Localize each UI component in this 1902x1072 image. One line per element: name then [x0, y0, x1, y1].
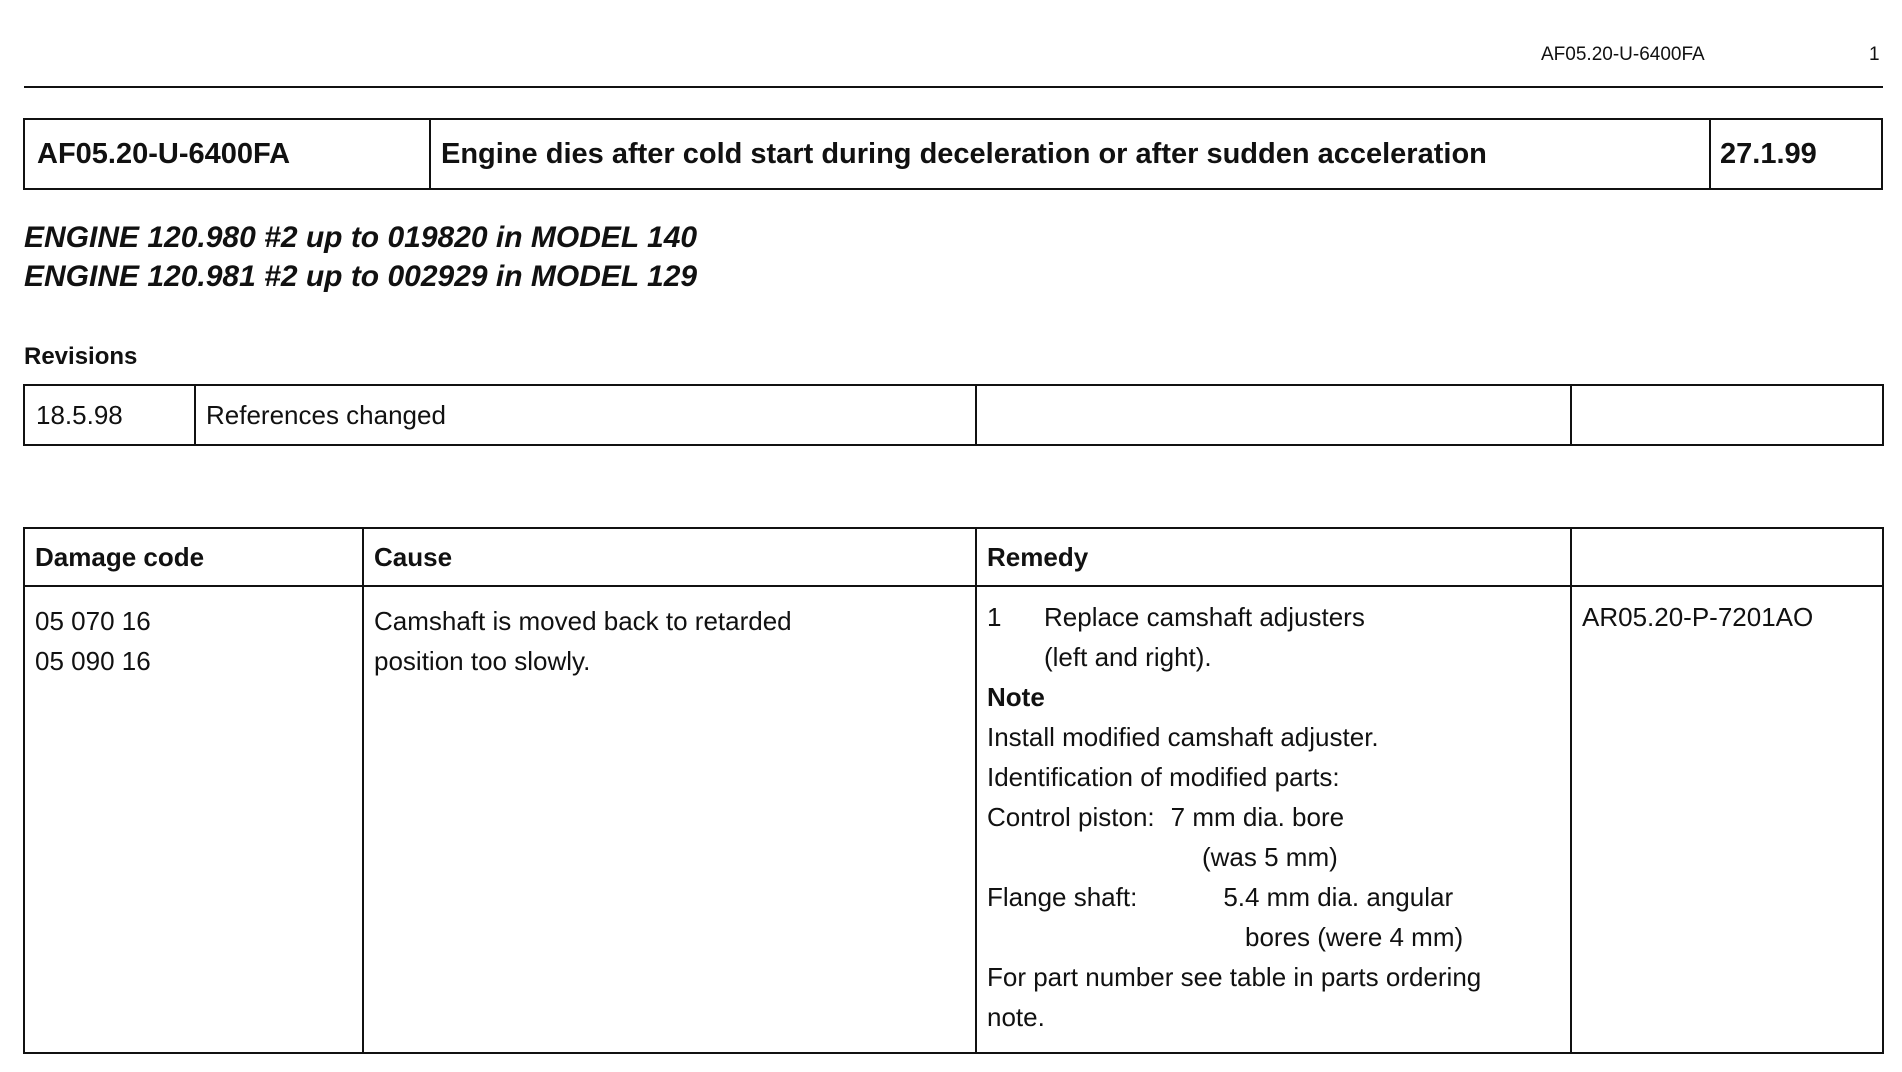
damage-code: 05 070 16: [35, 606, 151, 636]
note-label: Note: [987, 682, 1045, 712]
revision-date: 18.5.98: [25, 386, 196, 444]
footer-line: note.: [987, 1002, 1045, 1032]
revisions-table: [23, 384, 1884, 446]
spec-label: Control piston:: [987, 802, 1155, 832]
remedy-header: Remedy: [977, 529, 1570, 587]
cause-line: position too slowly.: [374, 646, 591, 676]
revision-cell-empty: [1572, 386, 1882, 444]
damage-code-header: Damage code: [25, 529, 362, 587]
revisions-heading: Revisions: [24, 343, 138, 370]
damage-code: 05 090 16: [35, 646, 151, 676]
reference-link[interactable]: AR05.20-P-7201AO: [1582, 602, 1814, 632]
spec-value: 7 mm dia. bore: [1170, 802, 1345, 832]
header-doc-id: AF05.20-U-6400FA: [1541, 44, 1705, 65]
step-number: 1: [987, 602, 1002, 632]
document-date: 27.1.99: [1720, 137, 1817, 170]
engine-line: ENGINE 120.980 #2 up to 019820 in MODEL 140: [24, 221, 698, 254]
document-code: AF05.20-U-6400FA: [25, 120, 431, 188]
revision-cell-empty: [977, 386, 1572, 444]
cause-header: Cause: [364, 529, 975, 587]
cause-line: Camshaft is moved back to retarded: [374, 606, 792, 636]
engine-line: ENGINE 120.981 #2 up to 002929 in MODEL 129: [24, 260, 698, 293]
step-line: Replace camshaft adjusters: [1044, 602, 1365, 632]
title-box: [23, 118, 1883, 190]
spec-value-cont: bores (were 4 mm): [1245, 922, 1464, 952]
remedy-step: [987, 597, 1560, 677]
reference-header: [1572, 529, 1882, 587]
reference-column: [1572, 529, 1882, 1052]
document-title: Engine dies after cold start during deceleration or after sudden acceleration: [431, 120, 1711, 188]
engine-applicability: [24, 218, 697, 296]
remedy-column: [977, 529, 1572, 1052]
flange-shaft-spec: [987, 877, 1560, 917]
header-rule: [24, 86, 1883, 88]
step-line: (left and right).: [1044, 642, 1212, 672]
spec-value-cont: (was 5 mm): [1202, 842, 1338, 872]
note-line: Identification of modified parts:: [987, 762, 1340, 792]
damage-table: [23, 527, 1884, 1054]
spec-value: 5.4 mm dia. angular: [1223, 882, 1454, 912]
damage-code-column: [25, 529, 364, 1052]
page-number: 1: [1869, 44, 1880, 65]
footer-line: For part number see table in parts ordering: [987, 962, 1482, 992]
note-line: Install modified camshaft adjuster.: [987, 722, 1379, 752]
control-piston-spec: [987, 797, 1560, 837]
cause-column: [364, 529, 977, 1052]
spec-label: Flange shaft:: [987, 882, 1138, 912]
revision-text: References changed: [196, 386, 977, 444]
